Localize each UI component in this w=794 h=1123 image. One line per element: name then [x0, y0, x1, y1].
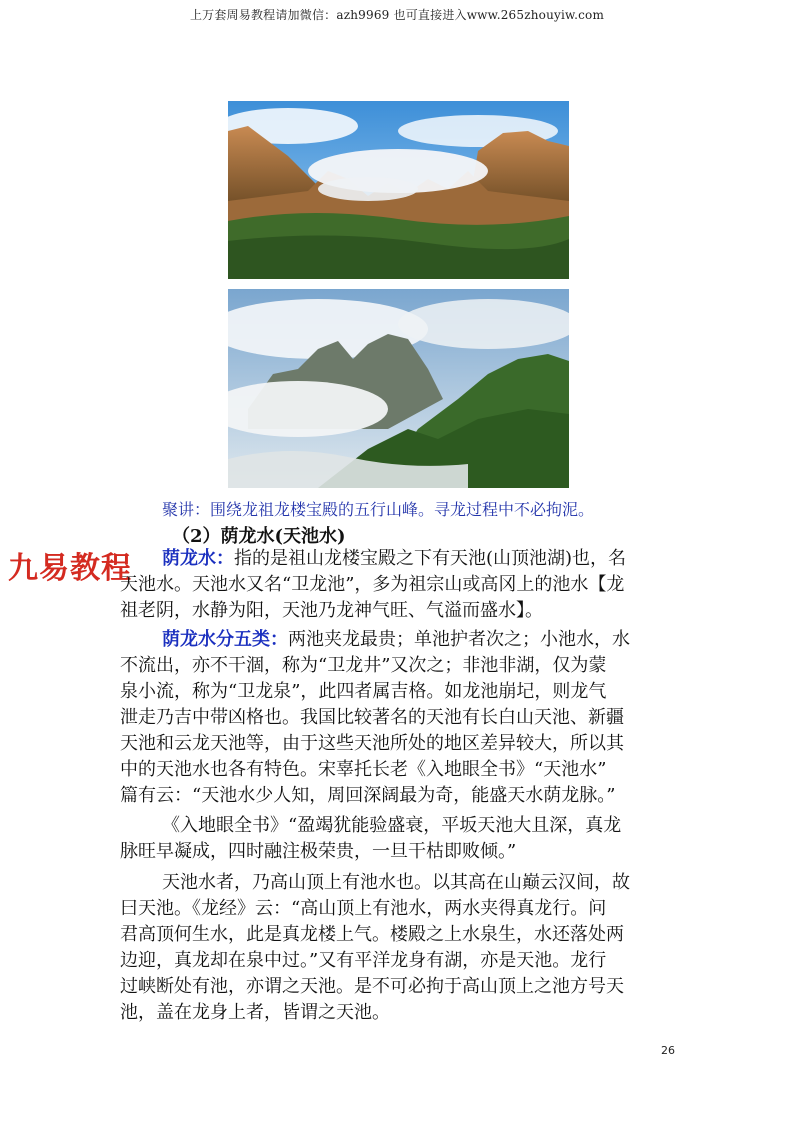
page-number: 26 [661, 1044, 675, 1057]
section-title: （2）荫龙水(天池水) [172, 526, 346, 547]
body-line-1-text: 指的是祖山龙楼宝殿之下有天池(山顶池湖)也，名 [234, 548, 627, 569]
term-five-types: 荫龙水分五类： [162, 629, 288, 650]
body-line-18: 池，盖在龙身上者，皆谓之天池。 [120, 1002, 390, 1023]
image-caption: 聚讲：围绕龙祖龙楼宝殿的五行山峰。寻龙过程中不必拘泥。 [162, 500, 595, 519]
watermark-text: 九易教程 [8, 551, 132, 586]
body-line-2: 天池水。天池水又名“卫龙池”，多为祖宗山或高冈上的池水【龙 [120, 574, 625, 595]
body-line-14: 曰天池。《龙经》云：“高山顶上有池水，两水夹得真龙行。问 [120, 898, 607, 919]
body-line-8: 天池和云龙天池等，由于这些天池所处的地区差异较大，所以其 [120, 733, 624, 754]
term-yinlongshui: 荫龙水： [162, 548, 234, 569]
body-line-4-text: 两池夹龙最贵；单池护者次之；小池水，水 [288, 629, 630, 650]
body-line-4 [162, 627, 630, 653]
body-line-7: 泄走乃吉中带凶格也。我国比较著名的天池有长白山天池、新疆 [120, 707, 624, 728]
body-line-16: 边迎，真龙却在泉中过。”又有平洋龙身有湖，亦是天池。龙行 [120, 950, 607, 971]
page-header-text: 上万套周易教程请加微信：azh9969 也可直接进入www.265zhouyiw.com [189, 8, 605, 22]
body-line-1 [162, 546, 626, 572]
body-line-12: 脉旺早凝成，四时融注极荣贵，一旦干枯即败倾。” [120, 841, 517, 862]
mountain-peaks-with-clouds-photo [228, 101, 569, 279]
body-line-17: 过峡断处有池，亦谓之天池。是不可必拘于高山顶上之池方号天 [120, 976, 624, 997]
body-line-3: 祖老阴，水静为阳，天池乃龙神气旺、气溢而盛水】。 [120, 600, 543, 621]
body-line-5: 不流出，亦不干涸，称为“卫龙井”又次之；非池非湖，仅为蒙 [120, 655, 607, 676]
body-line-9: 中的天池水也各有特色。宋辜托长老《入地眼全书》“天池水” [120, 759, 607, 780]
body-line-10: 篇有云：“天池水少人知，周回深阔最为奇，能盛天水荫龙脉。” [120, 785, 616, 806]
body-line-6: 泉小流，称为“卫龙泉”，此四者属吉格。如龙池崩圮，则龙气 [120, 681, 607, 702]
misty-mountain-ridge-photo [228, 289, 569, 488]
body-line-15: 君高顶何生水，此是真龙楼上气。楼殿之上水泉生，水还落处两 [120, 924, 624, 945]
body-line-13: 天池水者，乃高山顶上有池水也。以其高在山巅云汉间，故 [162, 872, 630, 893]
body-line-11: 《入地眼全书》“盈竭犹能验盛衰，平坂天池大且深，真龙 [162, 815, 622, 836]
